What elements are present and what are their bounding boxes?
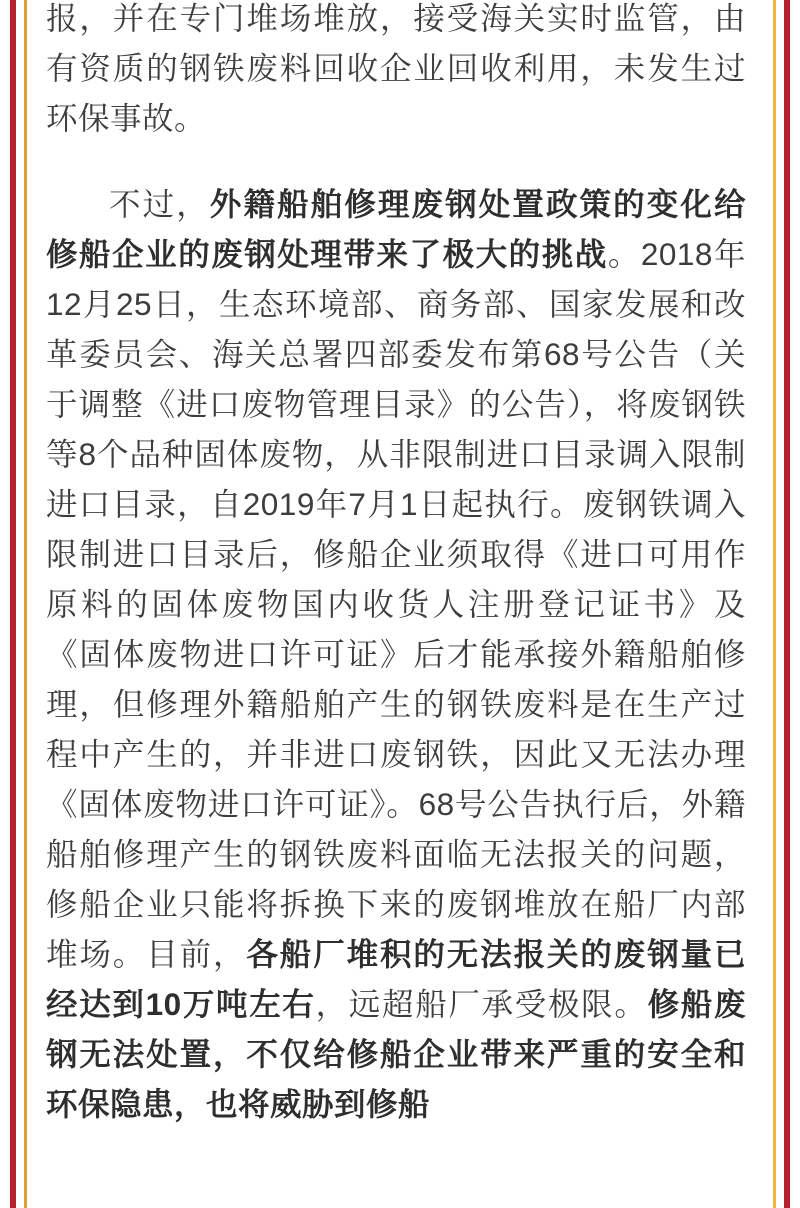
- paragraph-policy-change: 不过，外籍船舶修理废钢处置政策的变化给修船企业的废钢处理带来了极大的挑战。2018年12月25日，生态环境部、商务部、国家发展和改革委员会、海关总署四部委发布第68号公告（关于调整《进口废物管理目录》的公告），将废钢铁等8个品种固体废物，从非限制进口目录调入限制进口目录，自2019年7月1日起执行。废钢铁调入限制进口目录后，修船企业须取得《进口可用作原料的固体废物国内收货人注册登记证书》及《固体废物进口许可证》后才能承接外籍船舶修理，但修理外籍船舶产生的钢铁废料是在生产过程中产生的，并非进口废钢铁，因此又无法办理《固体废物进口许可证》。68号公告执行后，外籍船舶修理产生的钢铁废料面临无法报关的问题，修船企业只能将拆换下来的废钢堆放在船厂内部堆场。目前，各船厂堆积的无法报关的废钢量已经达到10万吨左右，远超船厂承受极限。修船废钢无法处置，不仅给修船企业带来严重的安全和环保隐患，也将威胁到修船: [46, 186, 746, 1122]
- left-gold-border-stripe: [24, 0, 27, 1208]
- paragraph-continued: 报，并在专门堆场堆放，接受海关实时监管，由有资质的钢铁废料回收企业回收利用，未发生过环保事故。: [46, 0, 746, 136]
- right-gold-border-stripe: [773, 0, 776, 1208]
- right-red-border-stripe: [784, 0, 790, 1208]
- article-body: [46, 0, 746, 1208]
- left-red-border-stripe: [10, 0, 16, 1208]
